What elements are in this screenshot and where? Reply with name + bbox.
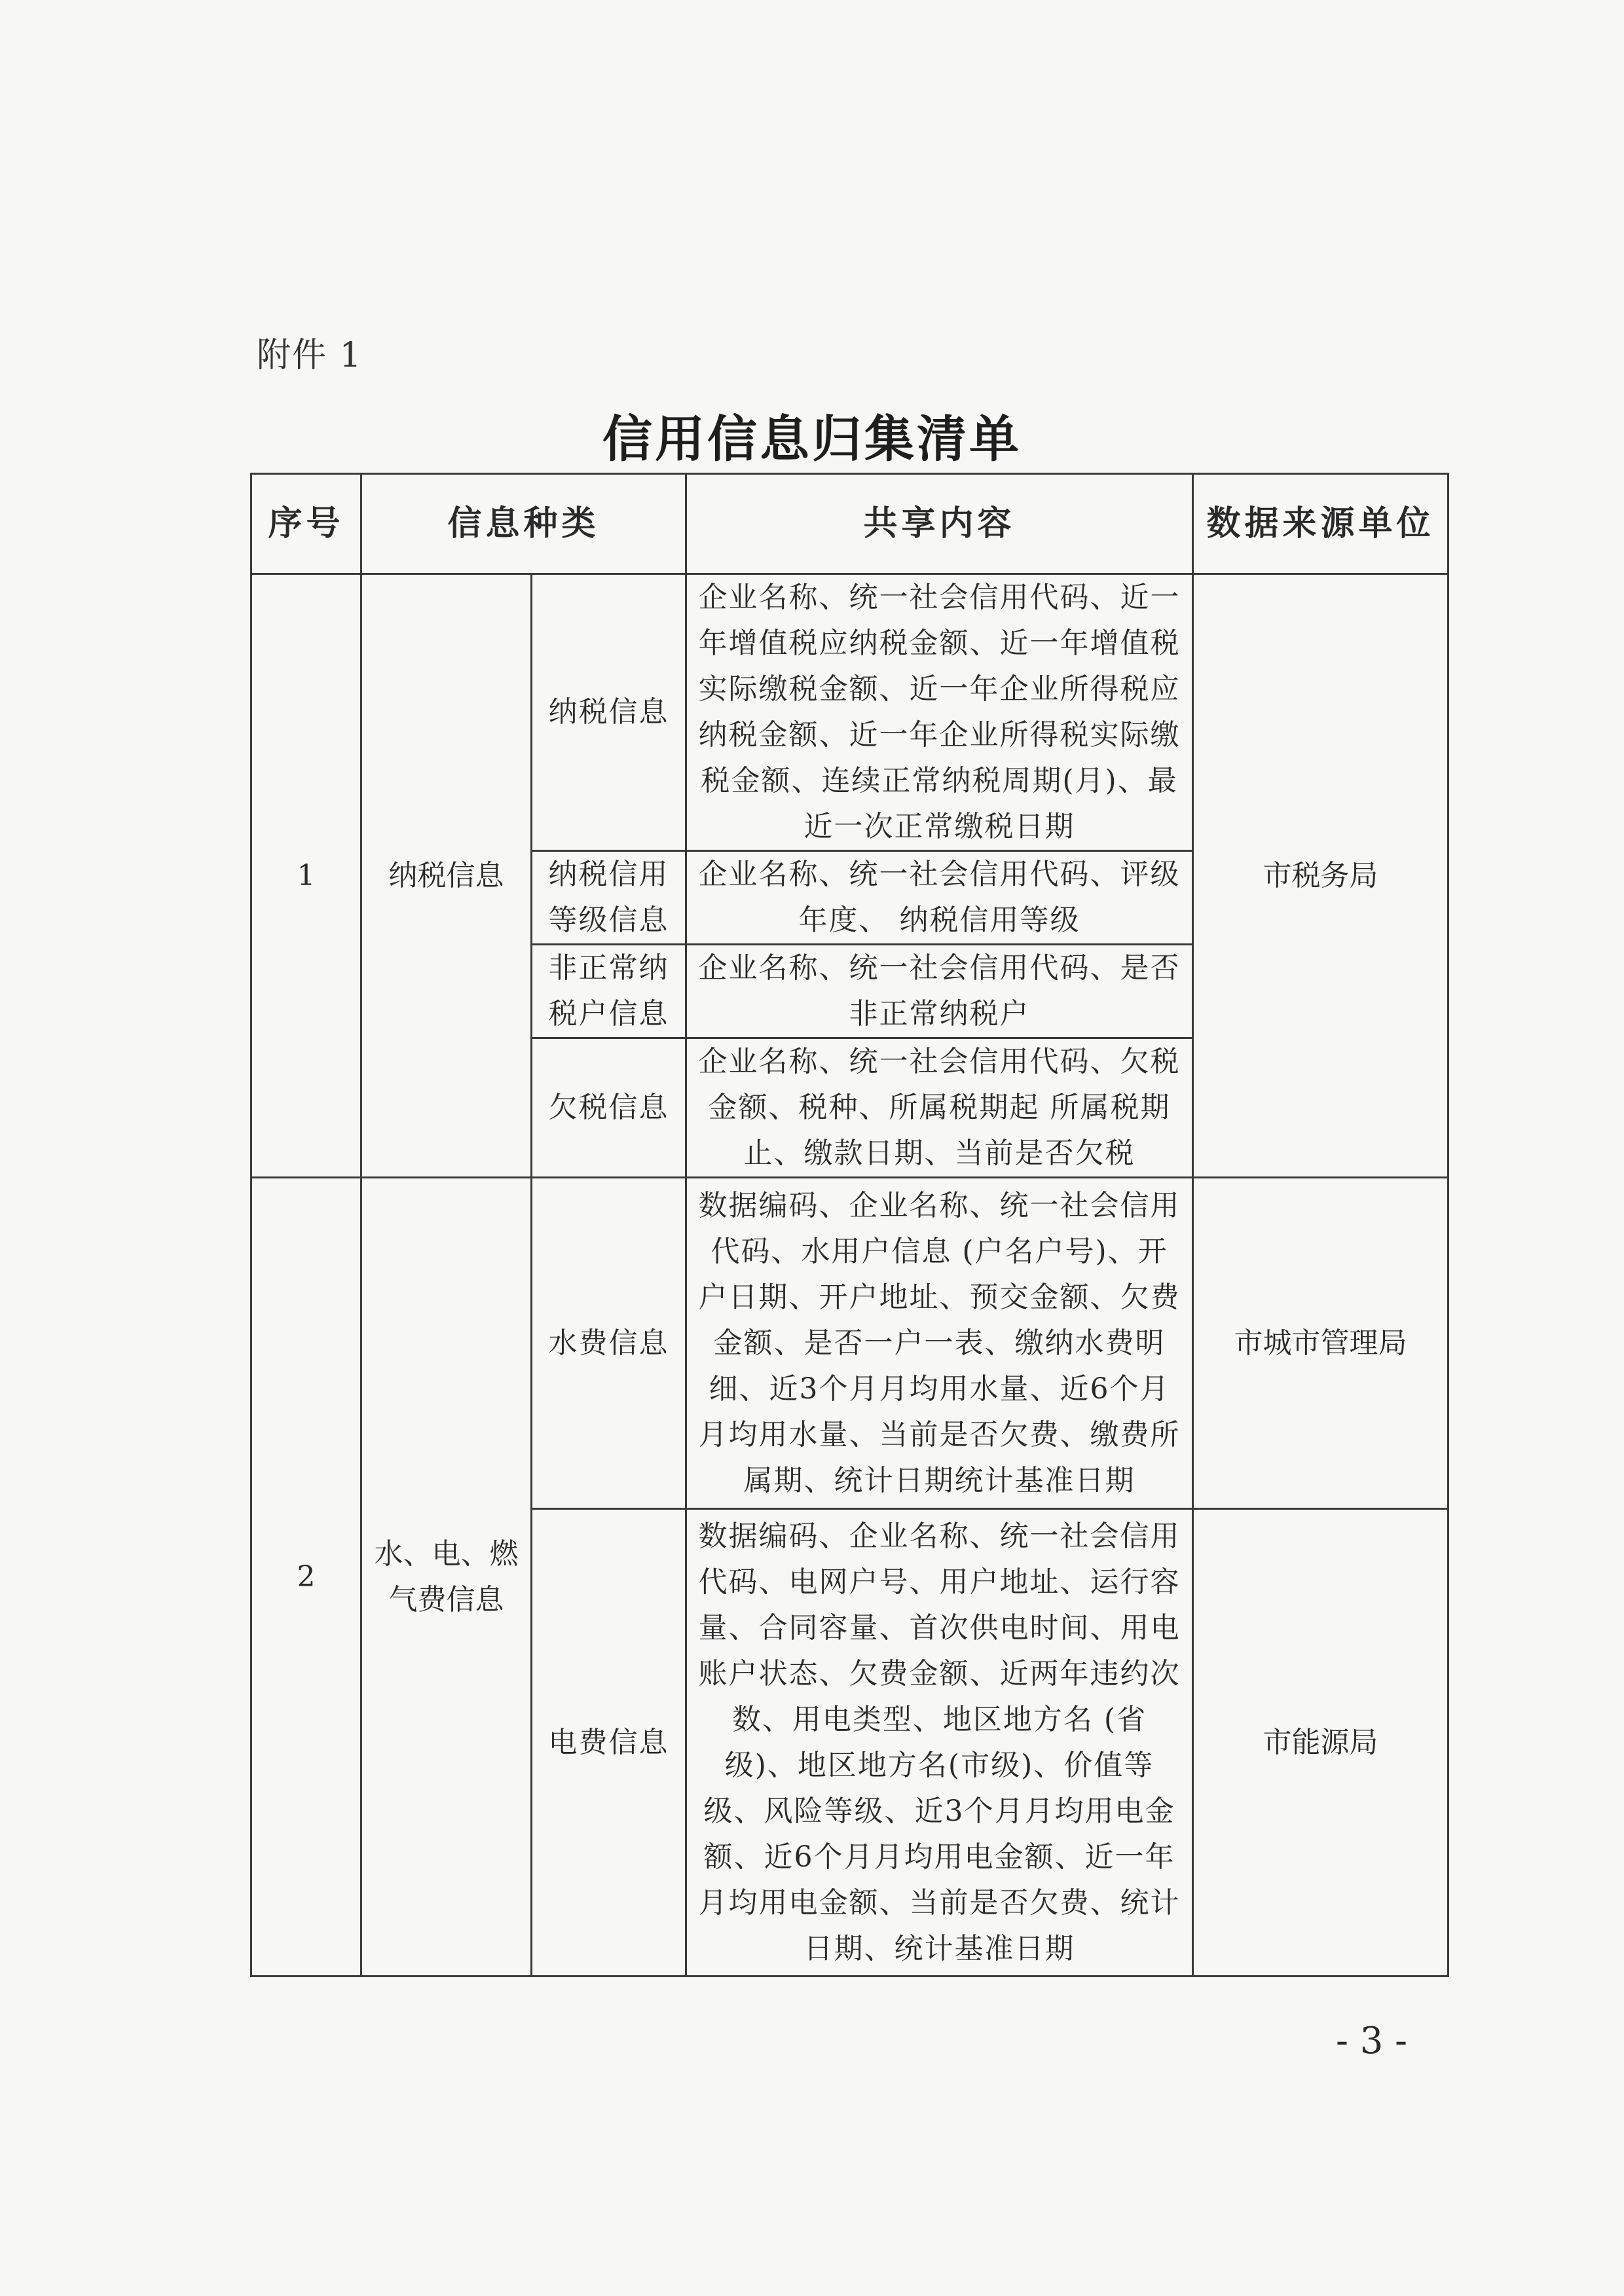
share-content: 数据编码、企业名称、统一社会信用代码、电网户号、用户地址、运行容量、合同容量、首次供电时间、用电账户状态、欠费金额、近两年违约次数、用电类型、地区地方名 (省级)、地区地方名(市级)、价值等级、风险等级、近3个月月均用电金额、近6个月月均用电金额、近一年月均用电金额、当前是否欠费、统计日期、统计基准日期 — [686, 1509, 1193, 1977]
table-row — [251, 1178, 1449, 1509]
data-source: 市能源局 — [1193, 1509, 1449, 1977]
share-content: 企业名称、统一社会信用代码、是否非正常纳税户 — [686, 945, 1193, 1038]
sub-category: 纳税信息 — [532, 574, 686, 851]
attachment-label: 附件 1 — [257, 336, 363, 375]
sub-category: 纳税信用等级信息 — [532, 851, 686, 945]
credit-info-table — [250, 473, 1449, 1977]
data-source: 市城市管理局 — [1193, 1178, 1449, 1509]
share-content: 企业名称、统一社会信用代码、欠税金额、税种、所属税期起 所属税期止、缴款日期、当前是否欠税 — [686, 1038, 1193, 1178]
header-category: 信息种类 — [361, 474, 686, 574]
sub-category: 欠税信息 — [532, 1038, 686, 1178]
row-category: 水、电、燃气费信息 — [361, 1178, 532, 1977]
sub-category: 非正常纳税户信息 — [532, 945, 686, 1038]
row-seq: 2 — [251, 1178, 361, 1977]
table-header-row — [251, 474, 1449, 574]
share-content: 企业名称、统一社会信用代码、评级年度、 纳税信用等级 — [686, 851, 1193, 945]
table-row — [251, 574, 1449, 851]
row-category: 纳税信息 — [361, 574, 532, 1178]
share-content: 数据编码、企业名称、统一社会信用代码、水用户信息 (户名户号)、开户日期、开户地址、预交金额、欠费金额、是否一户一表、缴纳水费明细、近3个月月均用水量、近6个月月均用水量、当前是否欠费、缴费所属期、统计日期统计基准日期 — [686, 1178, 1193, 1509]
header-source: 数据来源单位 — [1193, 474, 1449, 574]
row-seq: 1 — [251, 574, 361, 1178]
document-title: 信用信息归集清单 — [602, 410, 1022, 468]
data-source: 市税务局 — [1193, 574, 1449, 1178]
header-content: 共享内容 — [686, 474, 1193, 574]
share-content: 企业名称、统一社会信用代码、近一年增值税应纳税金额、近一年增值税实际缴税金额、近一年企业所得税应纳税金额、近一年企业所得税实际缴税金额、连续正常纳税周期(月)、最近一次正常缴税日期 — [686, 574, 1193, 851]
header-seq: 序号 — [251, 474, 361, 574]
sub-category: 水费信息 — [532, 1178, 686, 1509]
sub-category: 电费信息 — [532, 1509, 686, 1977]
page-number: - 3 - — [1336, 2020, 1408, 2062]
